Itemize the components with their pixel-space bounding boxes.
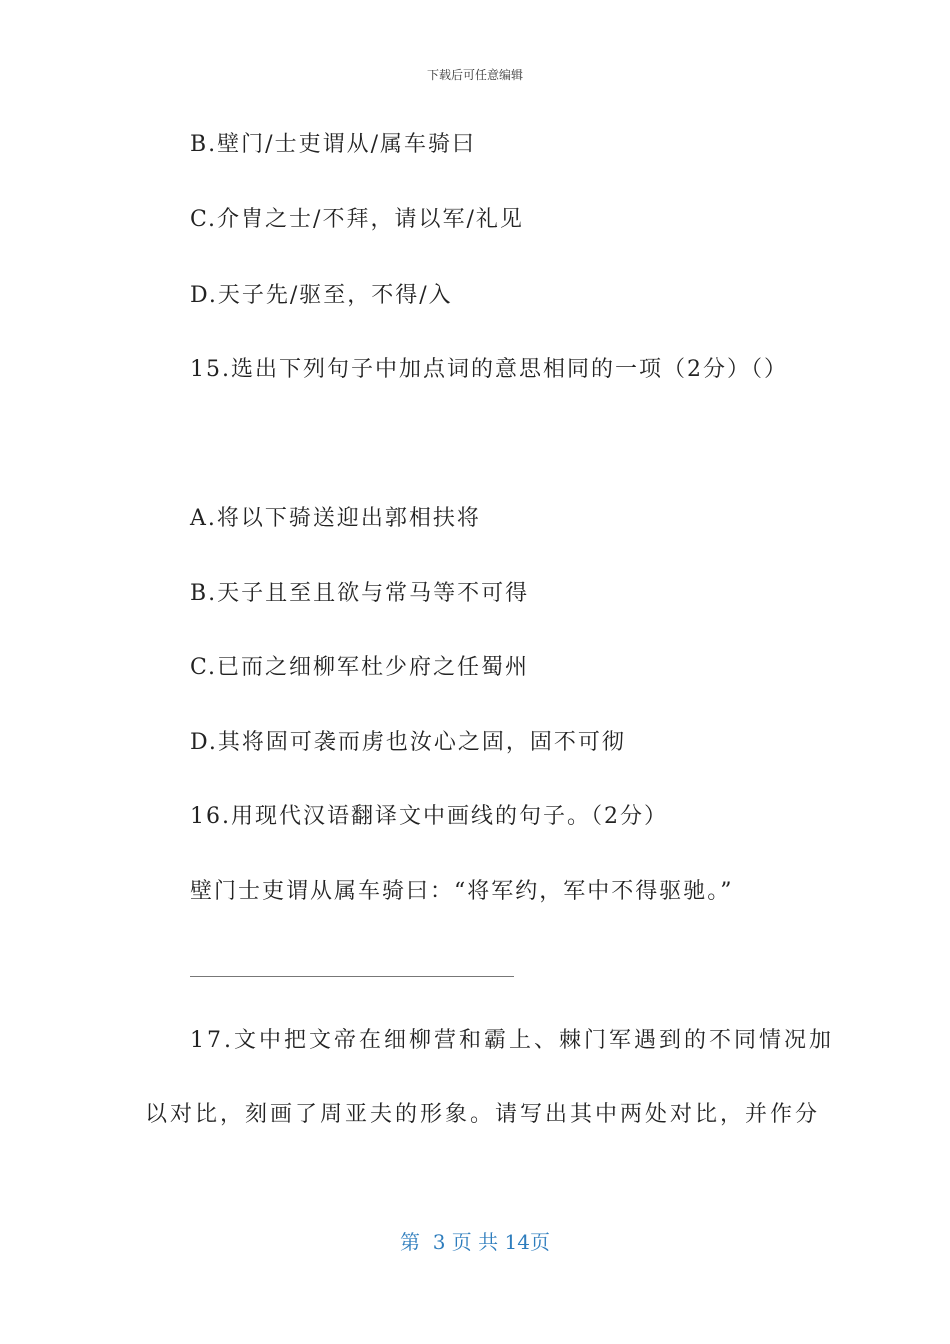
q16-stem: 16.用现代汉语翻译文中画线的句子。（2分） — [190, 804, 668, 829]
q15-option-a: A.将以下骑送迎出郭相扶将 — [190, 506, 481, 531]
q14-option-b: B.壁门/士吏谓从/属车骑曰 — [190, 132, 476, 157]
q17-line-1: 17.文中把文帝在细柳营和霸上、棘门军遇到的不同情况加 — [190, 1028, 834, 1053]
q17-line-2: 以对比，刻画了周亚夫的形象。请写出其中两处对比，并作分 — [145, 1102, 821, 1127]
q16-sentence: 壁门士吏谓从属车骑曰：“将军约，军中不得驱驰。” — [190, 879, 734, 904]
page-footer: 第 3 页 共 14页 — [400, 1230, 550, 1254]
page-header: 下载后可任意编辑 — [426, 68, 523, 82]
q14-option-d: D.天子先/驱至，不得/入 — [190, 283, 453, 308]
q15-option-d: D.其将固可袭而虏也汝心之固，固不可彻 — [190, 730, 626, 755]
answer-blank-line — [190, 976, 514, 977]
q15-option-b: B.天子且至且欲与常马等不可得 — [190, 581, 530, 606]
q15-option-c: C.已而之细柳军杜少府之任蜀州 — [190, 655, 530, 680]
q14-option-c: C.介胄之士/不拜，请以军/礼见 — [190, 207, 524, 232]
q15-stem: 15.选出下列句子中加点词的意思相同的一项（2分）（） — [190, 357, 788, 382]
